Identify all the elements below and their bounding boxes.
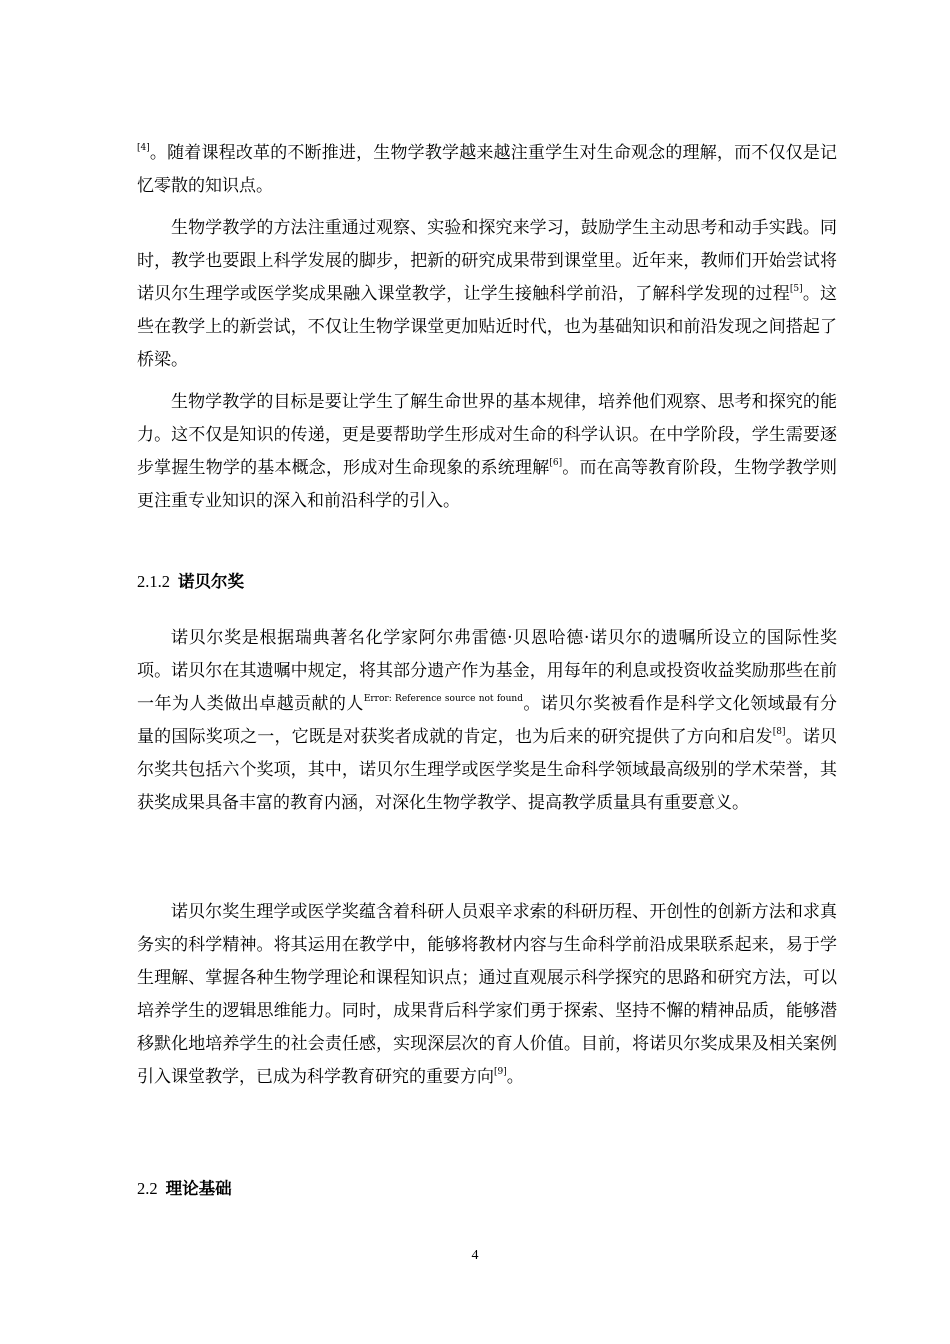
paragraph-teaching-goals — [137, 386, 837, 518]
paragraph-text: 。而在高等教育阶段，生物学教学则更注重专业知识的深入和前沿科学的引入。 — [137, 458, 838, 511]
paragraph-text: 生物学教学的方法注重通过观察、实验和探究来学习，鼓励学生主动思考和动手实践。同时，教学也要跟上科学发展的脚步，把新的研究成果带到课堂里。近年来，教师们开始尝试将诺贝尔生理学或医学奖成果融入课堂教学，让学生接触科学前沿，了解科学发现的过程 — [137, 218, 837, 304]
paragraph-text: 。这些在教学上的新尝试，不仅让生物学课堂更加贴近时代，也为基础知识和前沿发现之间搭起了桥梁。 — [137, 284, 838, 370]
section-heading-nobel-prize — [137, 568, 244, 592]
page-number: 4 — [471, 1248, 479, 1263]
section-heading-theory — [137, 1175, 232, 1199]
citation: [9] — [494, 1067, 507, 1077]
paragraph-text: 生物学教学的目标是要让学生了解生命世界的基本规律，培养他们观察、思考和探究的能力。这不仅是知识的传递，更是要帮助学生形成对生命的科学认识。在中学阶段，学生需要逐步掌握生物学的基本概念，形成对生命现象的系统理解 — [137, 392, 837, 478]
citation: [8] — [772, 727, 786, 737]
paragraph-text: 。诺贝尔奖被看作是科学文化领域最有分量的国际奖项之一，它既是对获奖者成就的肯定，也为后来的研究提供了方向和启发 — [137, 694, 838, 747]
citation: [6] — [549, 458, 563, 468]
section-number: 2.2 — [137, 1179, 158, 1198]
paragraph-text: 。 — [506, 1067, 524, 1087]
paragraph-text: 诺贝尔奖生理学或医学奖蕴含着科研人员艰辛求索的科研历程、开创性的创新方法和求真务实的科学精神。将其运用在教学中，能够将教材内容与生命科学前沿成果联系起来，易于学生理解、掌握各种生物学理论和课程知识点；通过直观展示科学探究的思路和研究方法，可以培养学生的逻辑思维能力。同时，成果背后科学家们勇于探索、坚持不懈的精神品质，能够潜移默化地培养学生的社会责任感，实现深层次的育人价值。目前，将诺贝尔奖成果及相关案例引入课堂教学，已成为科学教育研究的重要方向 — [137, 902, 837, 1087]
paragraph-nobel-intro — [137, 622, 837, 820]
paragraph-text: 。随着课程改革的不断推进，生物学教学越来越注重学生对生命观念的理解，而不仅仅是记忆零散的知识点。 — [137, 143, 837, 196]
citation-error: Error: Reference source not found — [363, 694, 523, 704]
section-title: 诺贝尔奖 — [178, 572, 244, 591]
paragraph-nobel-education — [137, 896, 837, 1094]
citation: [5] — [789, 284, 803, 294]
paragraph-continuation — [137, 137, 837, 203]
paragraph-text: 。诺贝尔奖共包括六个奖项，其中，诺贝尔生理学或医学奖是生命科学领域最高级别的学术荣誉，其获奖成果具备丰富的教育内涵，对深化生物学教学、提高教学质量具有重要意义。 — [137, 727, 838, 813]
paragraph-teaching-methods — [137, 212, 837, 377]
citation: [4] — [137, 143, 150, 153]
section-number: 2.1.2 — [137, 572, 170, 591]
section-title: 理论基础 — [165, 1179, 232, 1198]
paragraph-text: 诺贝尔奖是根据瑞典著名化学家阿尔弗雷德·贝恩哈德·诺贝尔的遗嘱所设立的国际性奖项。诺贝尔在其遗嘱中规定，将其部分遗产作为基金，用每年的利息或投资收益奖励那些在前一年为人类做出卓越贡献的人 — [137, 628, 837, 714]
